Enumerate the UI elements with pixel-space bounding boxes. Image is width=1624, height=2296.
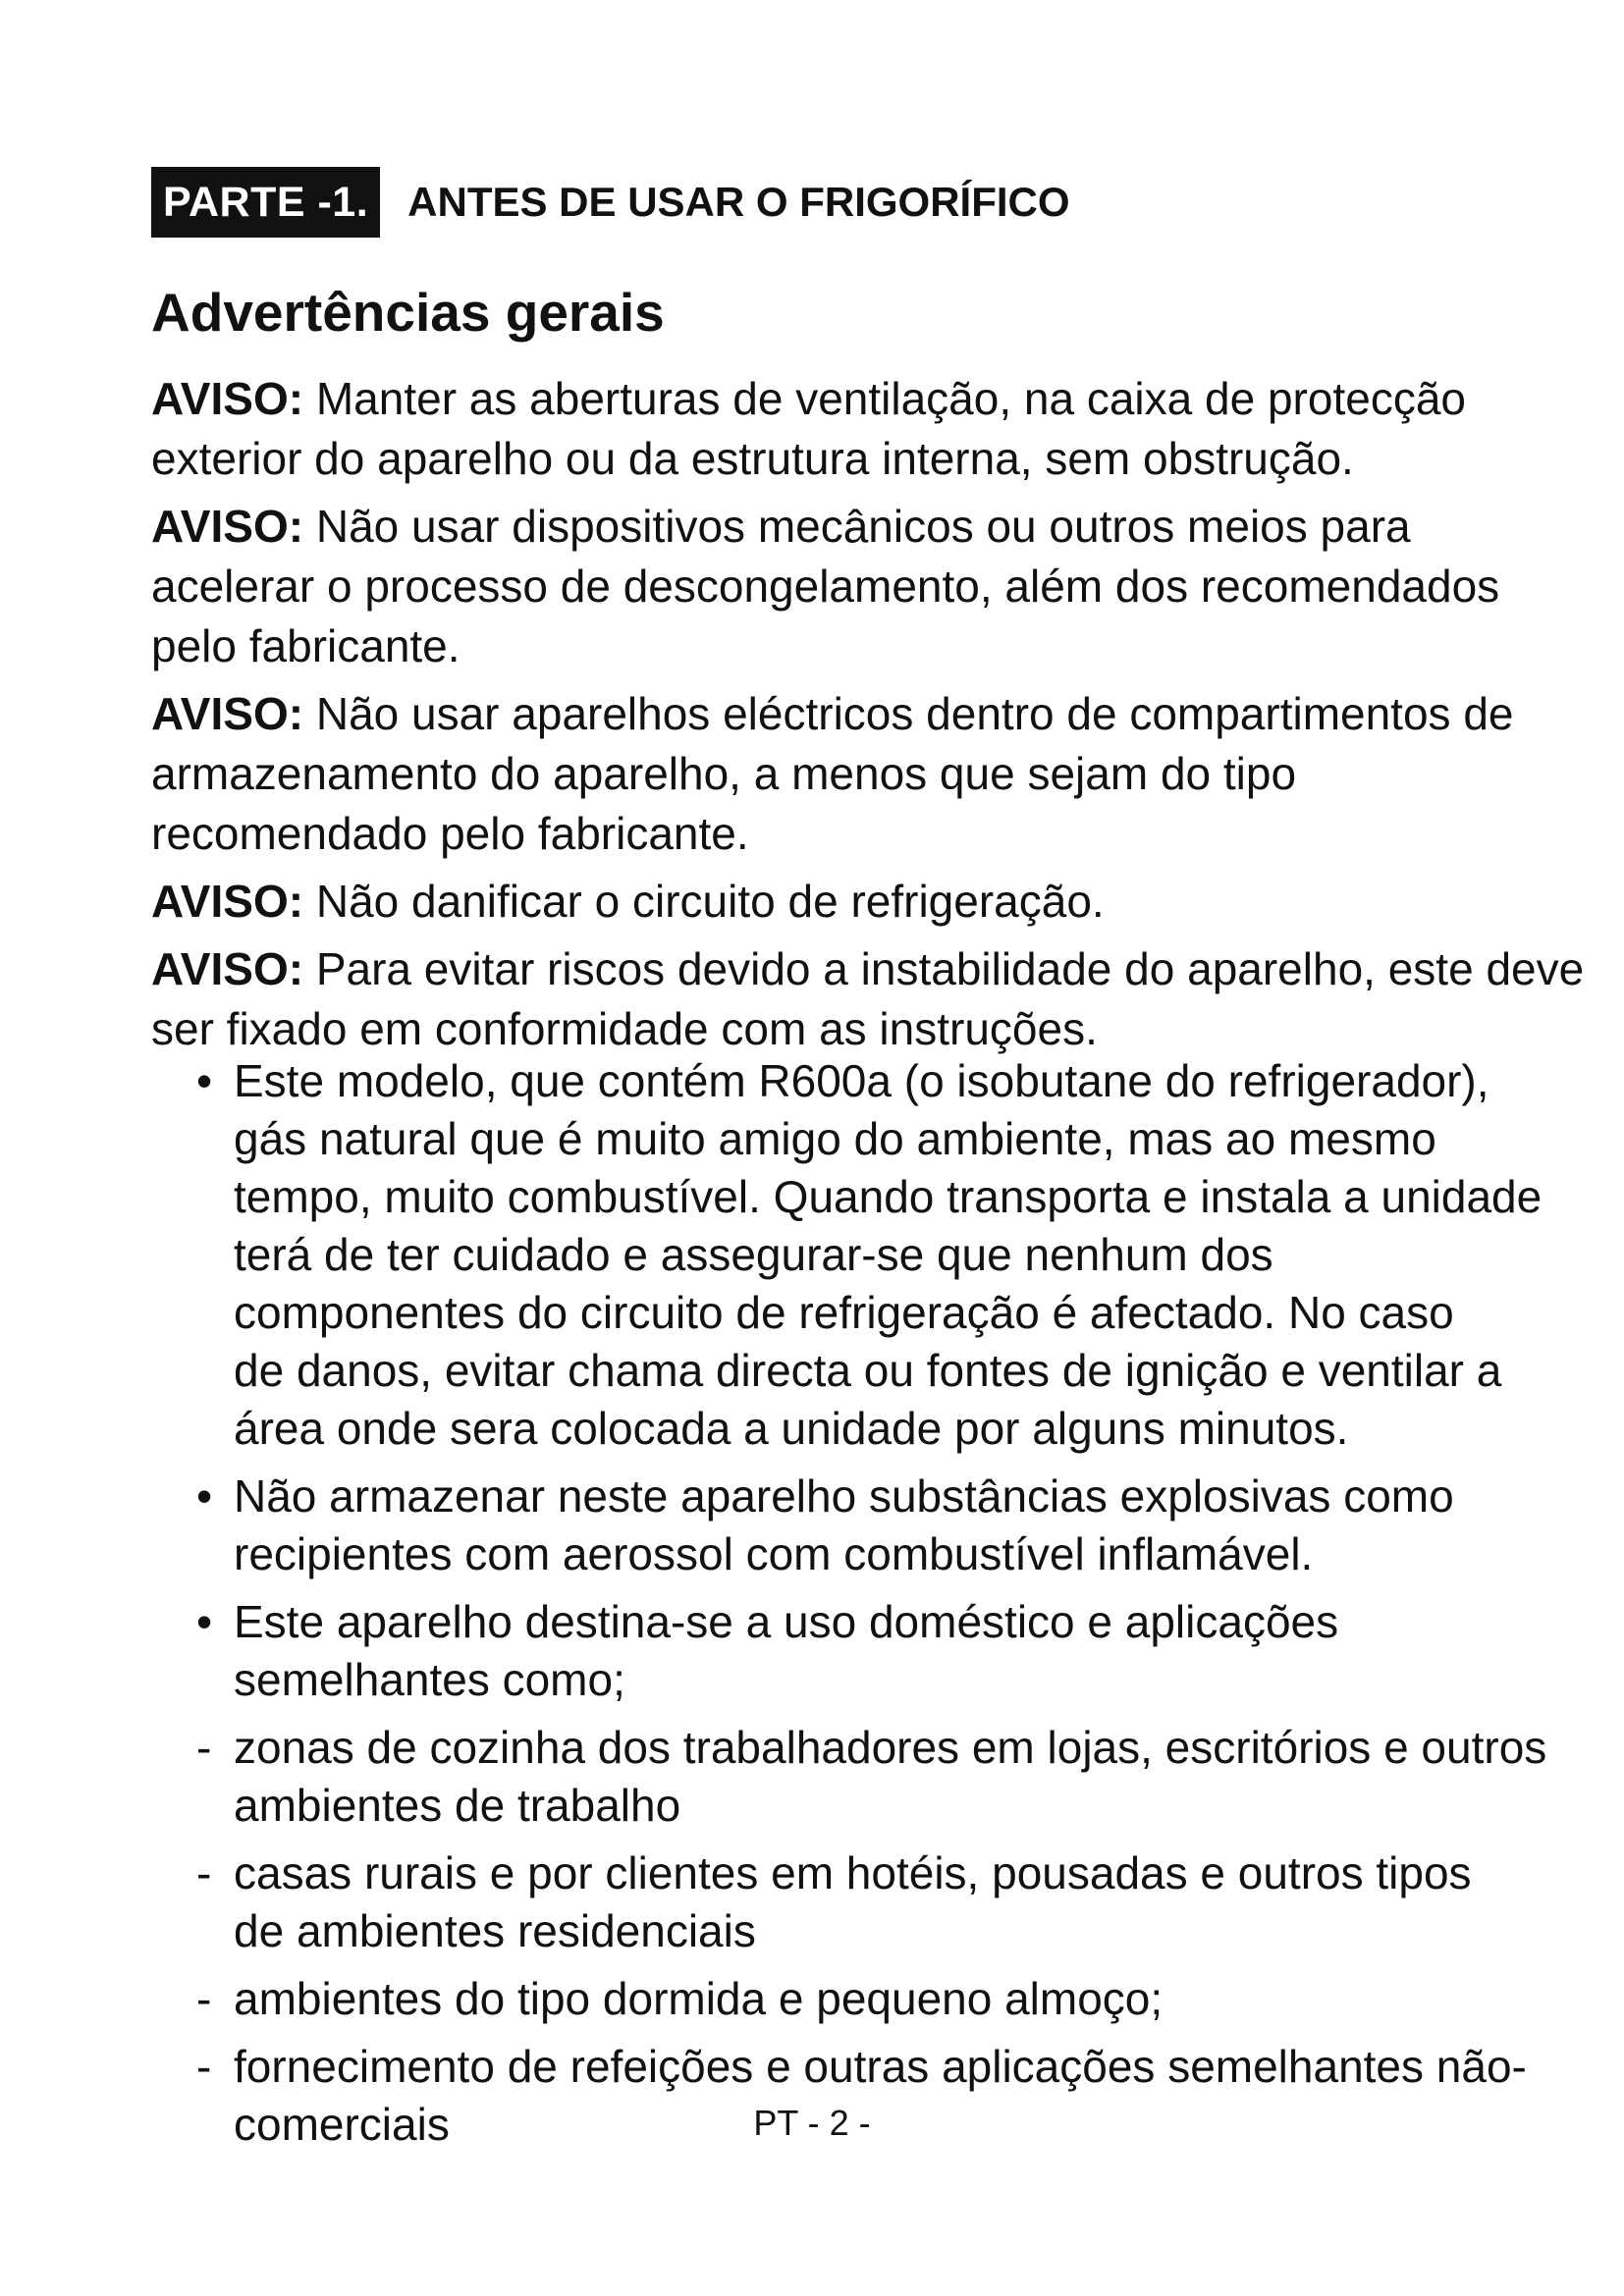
warning-text: Para evitar riscos devido a instabilidade do aparelho, este deve ser fixado em conformidade com as instruções. bbox=[151, 943, 1585, 1054]
warning-paragraph bbox=[151, 939, 1585, 1059]
warning-text: Não usar dispositivos mecânicos ou outros meios para acelerar o processo de descongelamento, além dos recomendados pelo fabricante. bbox=[151, 501, 1500, 671]
bullet-marker: • bbox=[196, 1470, 213, 1522]
list-item bbox=[196, 1970, 1591, 2028]
warnings-list bbox=[151, 369, 1585, 1067]
bullet-marker: • bbox=[196, 1055, 213, 1106]
dash-marker: - bbox=[196, 1722, 212, 1773]
warning-paragraph bbox=[151, 497, 1585, 676]
bullet-marker: • bbox=[196, 1596, 213, 1647]
list-item bbox=[196, 1052, 1591, 1458]
list-item bbox=[196, 1468, 1591, 1583]
warning-text: Não danificar o circuito de refrigeração. bbox=[315, 876, 1105, 927]
page-number: PT - 2 - bbox=[753, 2103, 871, 2143]
list-item-text: fornecimento de refeições e outras aplicações semelhantes não- comerciais bbox=[234, 2041, 1527, 2150]
warning-paragraph bbox=[151, 872, 1585, 932]
warning-label: AVISO: bbox=[151, 501, 304, 552]
list-item-text: zonas de cozinha dos trabalhadores em lojas, escritórios e outros ambientes de trabalho bbox=[234, 1722, 1547, 1831]
warning-paragraph bbox=[151, 369, 1585, 489]
list-item-text: ambientes do tipo dormida e pequeno almoço; bbox=[234, 1973, 1164, 2024]
part-title: ANTES DE USAR O FRIGORÍFICO bbox=[407, 179, 1070, 225]
page-header bbox=[151, 167, 1070, 238]
list-item bbox=[196, 1593, 1591, 1709]
list-item-text: Não armazenar neste aparelho substâncias explosivas como recipientes com aerossol com combustível inflamável. bbox=[234, 1470, 1454, 1579]
list-item bbox=[196, 1844, 1591, 1960]
dash-marker: - bbox=[196, 1847, 212, 1898]
warning-label: AVISO: bbox=[151, 688, 304, 739]
dash-marker: - bbox=[196, 1973, 212, 2024]
warning-label: AVISO: bbox=[151, 373, 304, 424]
warning-text: Não usar aparelhos eléctricos dentro de compartimentos de armazenamento do aparelho, a menos que sejam do tipo recomendado pelo fabricante. bbox=[151, 688, 1514, 859]
section-title: Advertências gerais bbox=[151, 282, 665, 343]
warning-label: AVISO: bbox=[151, 876, 304, 927]
warning-text: Manter as aberturas de ventilação, na caixa de protecção exterior do aparelho ou da estrutura interna, sem obstrução. bbox=[151, 373, 1466, 484]
part-badge: PARTE -1. bbox=[151, 167, 380, 238]
warning-paragraph bbox=[151, 684, 1585, 864]
list-item-text: Este aparelho destina-se a uso doméstico e aplicações semelhantes como; bbox=[234, 1596, 1339, 1705]
list-item-text: casas rurais e por clientes em hotéis, pousadas e outros tipos de ambientes residenciais bbox=[234, 1847, 1472, 1956]
dash-marker: - bbox=[196, 2041, 212, 2092]
list-item bbox=[196, 1719, 1591, 1835]
list-item-text: Este modelo, que contém R600a (o isobutane do refrigerador), gás natural que é muito amigo do ambiente, mas ao mesmo tempo, muito combustível. Quando transporta e instala a unidade terá de ter cuidado e assegurar-se que nenhum dos componentes do circuito de refrigeração é afectado. No caso de danos, evitar chama directa ou fontes de ignição e ventilar a área onde sera colocada a unidade por alguns minutos. bbox=[234, 1055, 1543, 1454]
bullet-list bbox=[196, 1052, 1591, 2163]
warning-label: AVISO: bbox=[151, 943, 304, 994]
